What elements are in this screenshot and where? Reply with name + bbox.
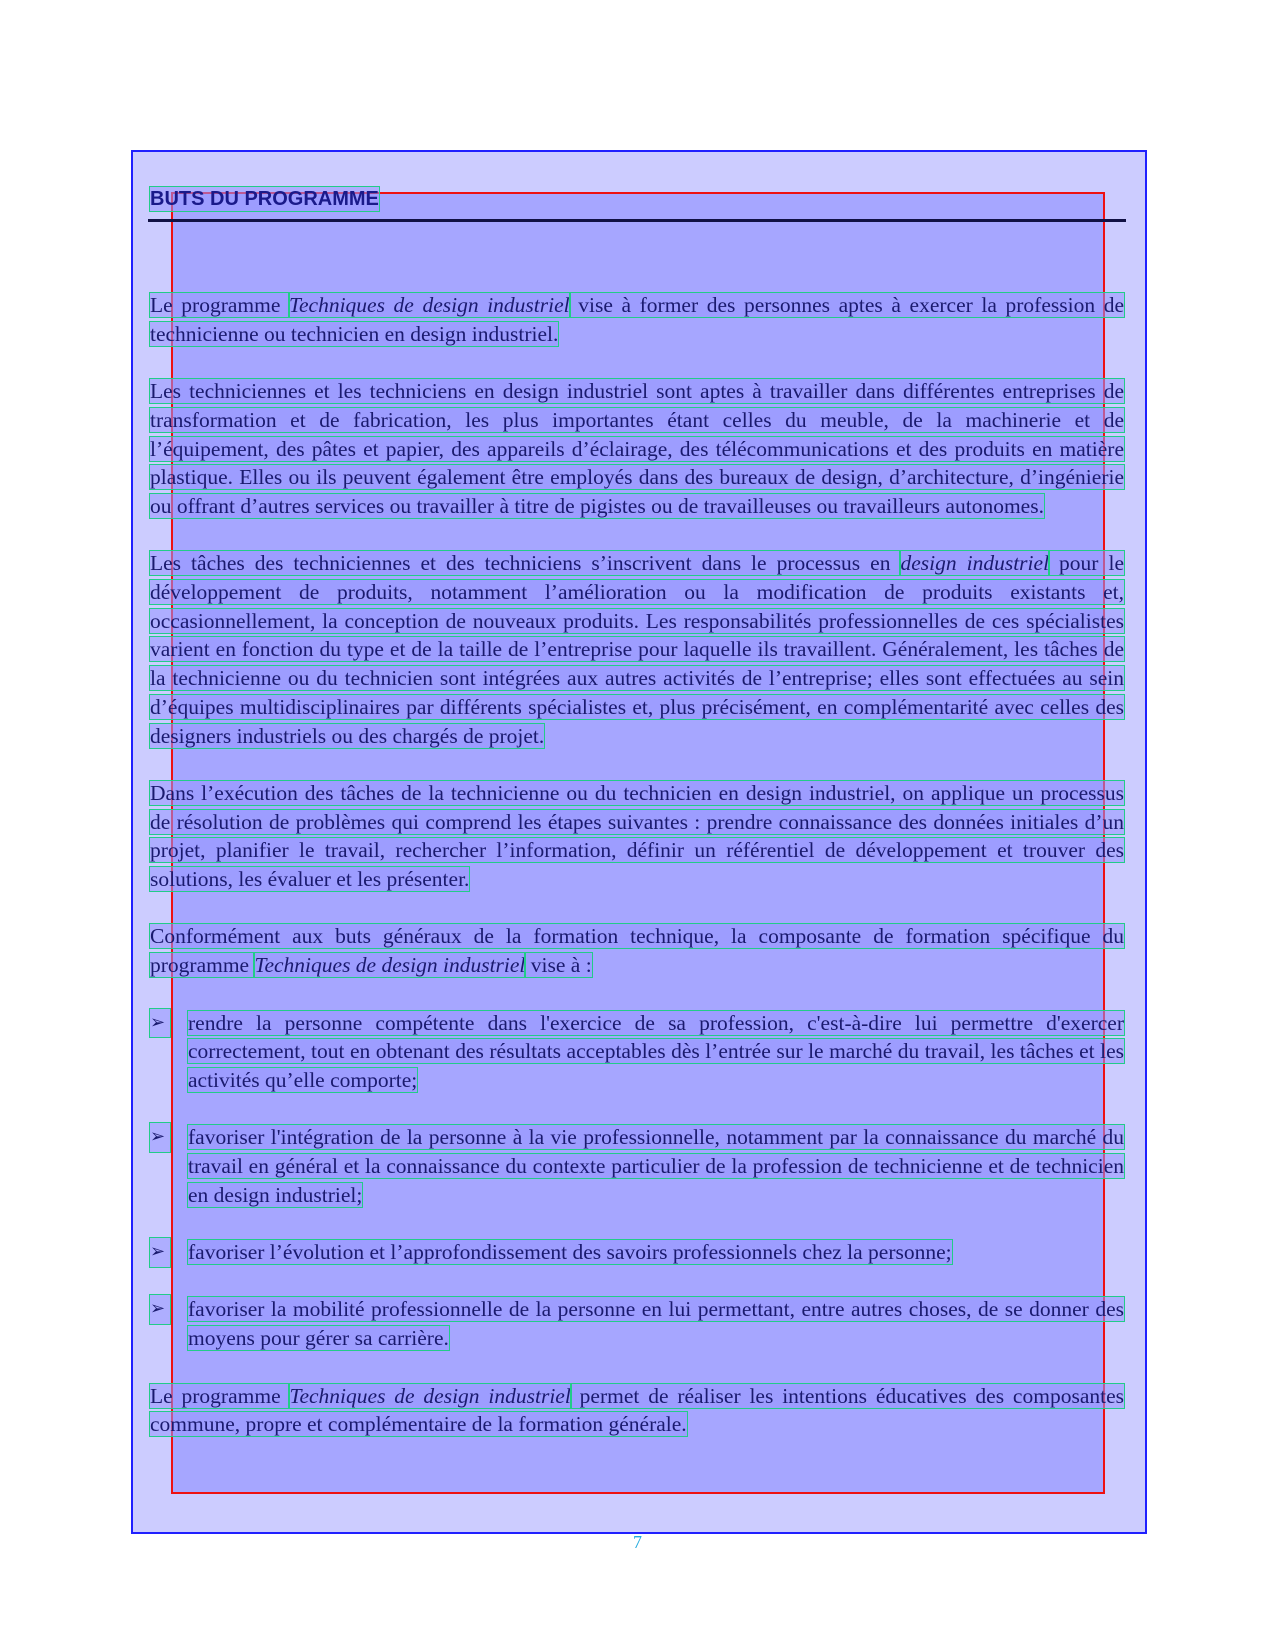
intro-after: vise à former des personnes aptes à exercer la profession de technicienne ou technicien en design industriel. [150, 293, 1124, 346]
para3-italic: design industriel [900, 551, 1050, 576]
process-paragraph [150, 779, 1124, 894]
para5-program-title: Techniques de design industriel [254, 953, 526, 978]
document-body [150, 187, 1124, 1439]
goals-intro-paragraph [150, 922, 1124, 979]
para2-text: Les techniciennes et les techniciens en design industriel sont aptes à travailler dans différentes entreprises de transformation et de fabrication, les plus importantes étant celles du meuble, de la machinerie et de l’équipement, des pâtes et papier, des appareils d’éclairage, des télécommunications et des produits en matière plastique. Elles ou ils peuvent également être employés dans des bureaux de design, d’architecture, d’ingénierie ou offrant d’autres services ou travailler à titre de pigistes ou de travailleuses ou travailleurs autonomes. [150, 379, 1124, 518]
bullet-text: rendre la personne compétente dans l'exercice de sa profession, c'est-à-dire lui permettre d'exercer correctement, tout en obtenant des résultats acceptables dès l’entrée sur le marché du travail, les tâches et les activités qu’elle comporte; [188, 1010, 1124, 1092]
list-item [150, 1295, 1124, 1352]
arrow-bullet-icon: ➢ [150, 1295, 170, 1324]
intro-before: Le programme [150, 293, 289, 317]
goals-list [150, 1009, 1124, 1353]
intro-program-title: Techniques de design industriel [289, 293, 570, 317]
bullet-text: favoriser l'intégration de la personne à la vie professionnelle, notamment par la connaissance du marché du travail en général et la connaissance du contexte particulier de la profession de technicienne et de technicien en design industriel; [188, 1125, 1124, 1207]
arrow-bullet-icon: ➢ [150, 1238, 170, 1267]
para3-after: pour le développement de produits, notamment l’amélioration ou la modification de produits existants et, occasionnellement, la conception de nouveaux produits. Les responsabilités professionnelles de ces spécialistes varient en fonction du type et de la taille de l’entreprise pour laquelle ils travaillent. Généralement, les tâches de la technicienne ou du technicien sont intégrées aux autres activités de l’entreprise; elles sont effectuées au sein d’équipes multidisciplinaires par différents spécialistes et, plus précisément, en complémentarité avec celles des designers industriels ou des chargés de projet. [150, 551, 1124, 748]
intro-paragraph [150, 291, 1124, 348]
section-heading: BUTS DU PROGRAMME [150, 188, 379, 210]
bullet-text: favoriser la mobilité professionnelle de la personne en lui permettant, entre autres choses, de se donner des moyens pour gérer sa carrière. [188, 1297, 1124, 1351]
work-environment-paragraph [150, 377, 1124, 521]
para3-before: Les tâches des techniciennes et des techniciens s’inscrivent dans le processus en [150, 551, 901, 576]
para5-before: Conformément aux buts généraux de la formation technique, la composante de formation spécifique du programme [150, 924, 1124, 978]
list-item [150, 1123, 1124, 1209]
list-item [150, 1238, 1124, 1267]
tasks-paragraph [150, 549, 1124, 750]
arrow-bullet-icon: ➢ [150, 1009, 170, 1038]
heading-rule [148, 219, 1126, 222]
list-item [150, 1009, 1124, 1095]
para4-text: Dans l’exécution des tâches de la technicienne ou du technicien en design industriel, on applique un processus de résolution de problèmes qui comprend les étapes suivantes : prendre connaissance des données initiales d’un projet, planifier le travail, rechercher l’information, définir un référentiel de développement et trouver des solutions, les évaluer et les présenter. [150, 780, 1124, 892]
para5-after: vise à : [525, 953, 592, 978]
closing-before: Le programme [150, 1383, 290, 1408]
closing-paragraph [150, 1382, 1124, 1439]
bullet-text: favoriser l’évolution et l’approfondissement des savoirs professionnels chez la personne; [188, 1240, 952, 1265]
closing-after: permet de réaliser les intentions éducatives des composantes commune, propre et complémentaire de la formation générale. [150, 1383, 1124, 1437]
closing-program-title: Techniques de design industriel [289, 1383, 571, 1408]
page-number: 7 [633, 1532, 642, 1552]
arrow-bullet-icon: ➢ [150, 1123, 170, 1152]
